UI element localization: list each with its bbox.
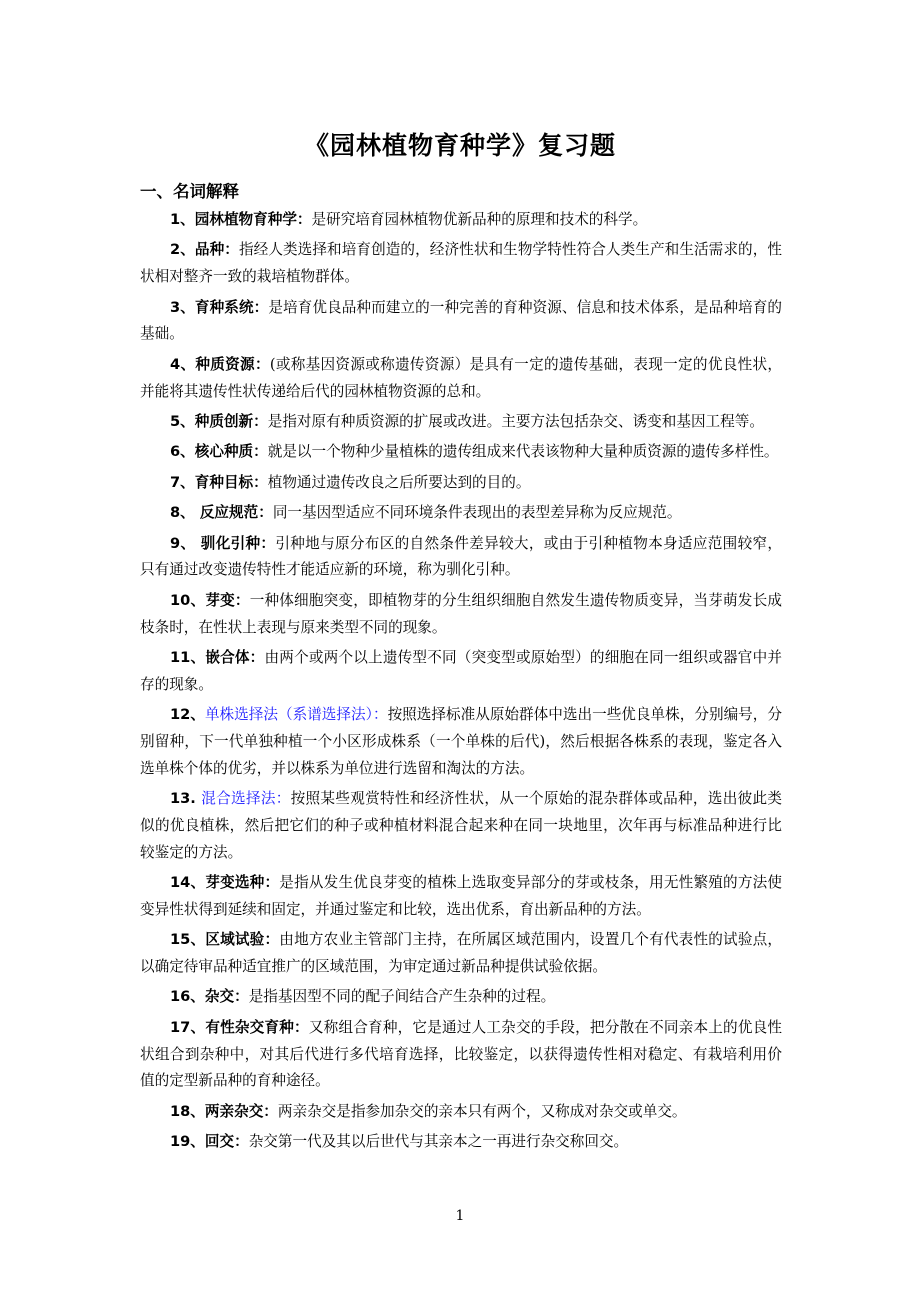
entry-number: 6、	[170, 443, 195, 461]
entry-number: 12、	[170, 706, 205, 724]
entry-number: 8、	[170, 504, 195, 522]
definition-entry	[140, 786, 782, 866]
definition-entry	[140, 870, 782, 924]
section-heading: 一、名词解释	[140, 182, 239, 201]
entry-definition: 是研究培育园林植物优新品种的原理和技术的科学。	[311, 211, 648, 228]
definition-entry	[140, 588, 782, 642]
definition-entry	[140, 645, 782, 699]
entry-definition: 又称组合育种，它是通过人工杂交的手段，把分散在不同亲本上的优良性状组合到杂种中，对其后代进行多代培育选择，比较鉴定，以获得遗传性相对稳定、有栽培利用价值的定型新品种的育种途径。	[140, 1018, 782, 1090]
entry-term: 芽变选种：	[205, 874, 280, 892]
entry-definition: 指经人类选择和培育创造的，经济性状和生物学特性符合人类生产和生活需求的，性状相对整齐一致的栽培植物群体。	[140, 241, 782, 286]
definition-entry	[140, 984, 782, 1011]
entry-definition: 由两个或两个以上遗传型不同（突变型或原始型）的细胞在同一组织或器官中并存的现象。	[140, 648, 782, 693]
entry-term: 驯化引种：	[195, 534, 276, 552]
entry-term-highlighted: 单株选择法（系谱选择法）：	[204, 706, 388, 724]
entry-number: 17、	[170, 1018, 206, 1036]
definition-entry	[140, 409, 782, 436]
entry-term: 种质资源：	[195, 355, 270, 373]
entry-definition: 同一基因型适应不同环境条件表现出的表型差异称为反应规范。	[272, 504, 682, 522]
entry-number: 3、	[170, 298, 195, 316]
entry-number: 4、	[170, 355, 196, 373]
page-number: 1	[455, 1208, 465, 1224]
definition-entry	[140, 237, 782, 291]
entry-term: 种质创新：	[194, 412, 268, 430]
entry-definition: 就是以一个物种少量植株的遗传组成来代表该物种大量种质资源的遗传多样性。	[267, 443, 779, 461]
entry-term: 回交：	[204, 1133, 249, 1151]
entry-definition: 引种地与原分布区的自然条件差异较大，或由于引种植物本身适应范围较窄，只有通过改变遗传特性才能适应新的环境，称为驯化引种。	[140, 534, 782, 579]
entry-term: 嵌合体：	[205, 648, 265, 666]
entry-term: 园林植物育种学：	[194, 211, 312, 228]
entry-definition: 由地方农业主管部门主持，在所属区域范围内，设置几个有代表性的试验点，以确定待审品种适宜推广的区域范围，为审定通过新品种提供试验依据。	[140, 931, 782, 976]
entry-definition: 两亲杂交是指参加杂交的亲本只有两个，又称成对杂交或单交。	[277, 1102, 687, 1120]
entry-number: 7、	[170, 473, 195, 491]
entry-definition: 是指基因型不同的配子间结合产生杂种的过程。	[248, 988, 556, 1006]
entry-definition: 一种体细胞突变，即植物芽的分生组织细胞自然发生遗传物质变异，当芽萌发长成枝条时，在性状上表现与原来类型不同的现象。	[140, 591, 782, 636]
entry-number: 14、	[170, 874, 206, 892]
entry-number: 18、	[170, 1102, 205, 1120]
document-title: 《园林植物育种学》复习题	[303, 131, 616, 160]
definition-entry	[140, 207, 782, 234]
entry-term: 区域试验：	[205, 931, 280, 949]
definition-entry	[140, 1099, 782, 1126]
entry-definition: 是指对原有种质资源的扩展或改进。主要方法包括杂交、诱变和基因工程等。	[267, 412, 764, 430]
entry-number: 13.	[170, 790, 202, 808]
definition-entry	[140, 702, 782, 782]
entry-term: 有性杂交育种：	[205, 1018, 309, 1036]
entry-term: 育种系统：	[194, 298, 269, 316]
entry-term: 反应规范：	[194, 504, 273, 522]
entry-definition: 杂交第一代及其以后世代与其亲本之一再进行杂交称回交。	[248, 1133, 629, 1151]
entry-term: 杂交：	[204, 988, 249, 1006]
entry-number: 15、	[170, 931, 206, 949]
entry-definition: 植物通过遗传改良之后所要达到的目的。	[267, 473, 531, 491]
definition-entry	[140, 927, 782, 981]
entry-number: 9、	[170, 534, 196, 552]
definition-entry	[140, 1015, 782, 1095]
definition-entry	[140, 352, 782, 406]
definition-entry	[140, 470, 782, 497]
entry-term: 育种目标：	[194, 473, 268, 491]
entry-definition: 是培育优良品种而建立的一种完善的育种资源、信息和技术体系，是品种培育的基础。	[140, 298, 782, 343]
entry-number: 19、	[170, 1133, 205, 1151]
entry-term-highlighted: 混合选择法：	[201, 790, 291, 808]
entry-term: 芽变：	[205, 591, 250, 609]
entry-definition: 是指从发生优良芽变的植株上选取变异部分的芽或枝条，用无性繁殖的方法使变异性状得到延续和固定，并通过鉴定和比较，选出优系，育出新品种的方法。	[140, 874, 782, 918]
entry-term: 品种：	[194, 241, 239, 259]
definition-entry	[140, 531, 782, 585]
entry-number: 1、	[170, 211, 195, 228]
entry-definition: 按照选择标准从原始群体中选出一些优良单株，分别编号，分别留种，下一代单独种植一个小区形成株系（一个单株的后代)，然后根据各株系的表现，鉴定各入选单株个体的优劣，并以株系为单位进行选留和淘汰的方法。	[140, 706, 782, 777]
entry-number: 2、	[170, 241, 195, 259]
definition-entry	[140, 500, 782, 527]
entry-number: 10、	[170, 591, 206, 609]
definition-entry	[140, 1129, 782, 1156]
definition-list	[140, 207, 782, 1160]
entry-number: 5、	[170, 412, 195, 430]
entry-term: 两亲杂交：	[204, 1102, 278, 1120]
entry-definition: (或称基因资源或称遗传资源）是具有一定的遗传基础，表现一定的优良性状，并能将其遗传性状传递给后代的园林植物资源的总和。	[140, 355, 782, 400]
definition-entry	[140, 295, 782, 349]
entry-number: 11、	[170, 648, 206, 666]
entry-number: 16、	[170, 988, 205, 1006]
entry-definition: 按照某些观赏特性和经济性状，从一个原始的混杂群体或品种，选出彼此类似的优良植株，然后把它们的种子或种植材料混合起来种在同一块地里，次年再与标准品种进行比较鉴定的方法。	[140, 790, 782, 861]
definition-entry	[140, 439, 782, 466]
entry-term: 核心种质：	[194, 443, 268, 461]
